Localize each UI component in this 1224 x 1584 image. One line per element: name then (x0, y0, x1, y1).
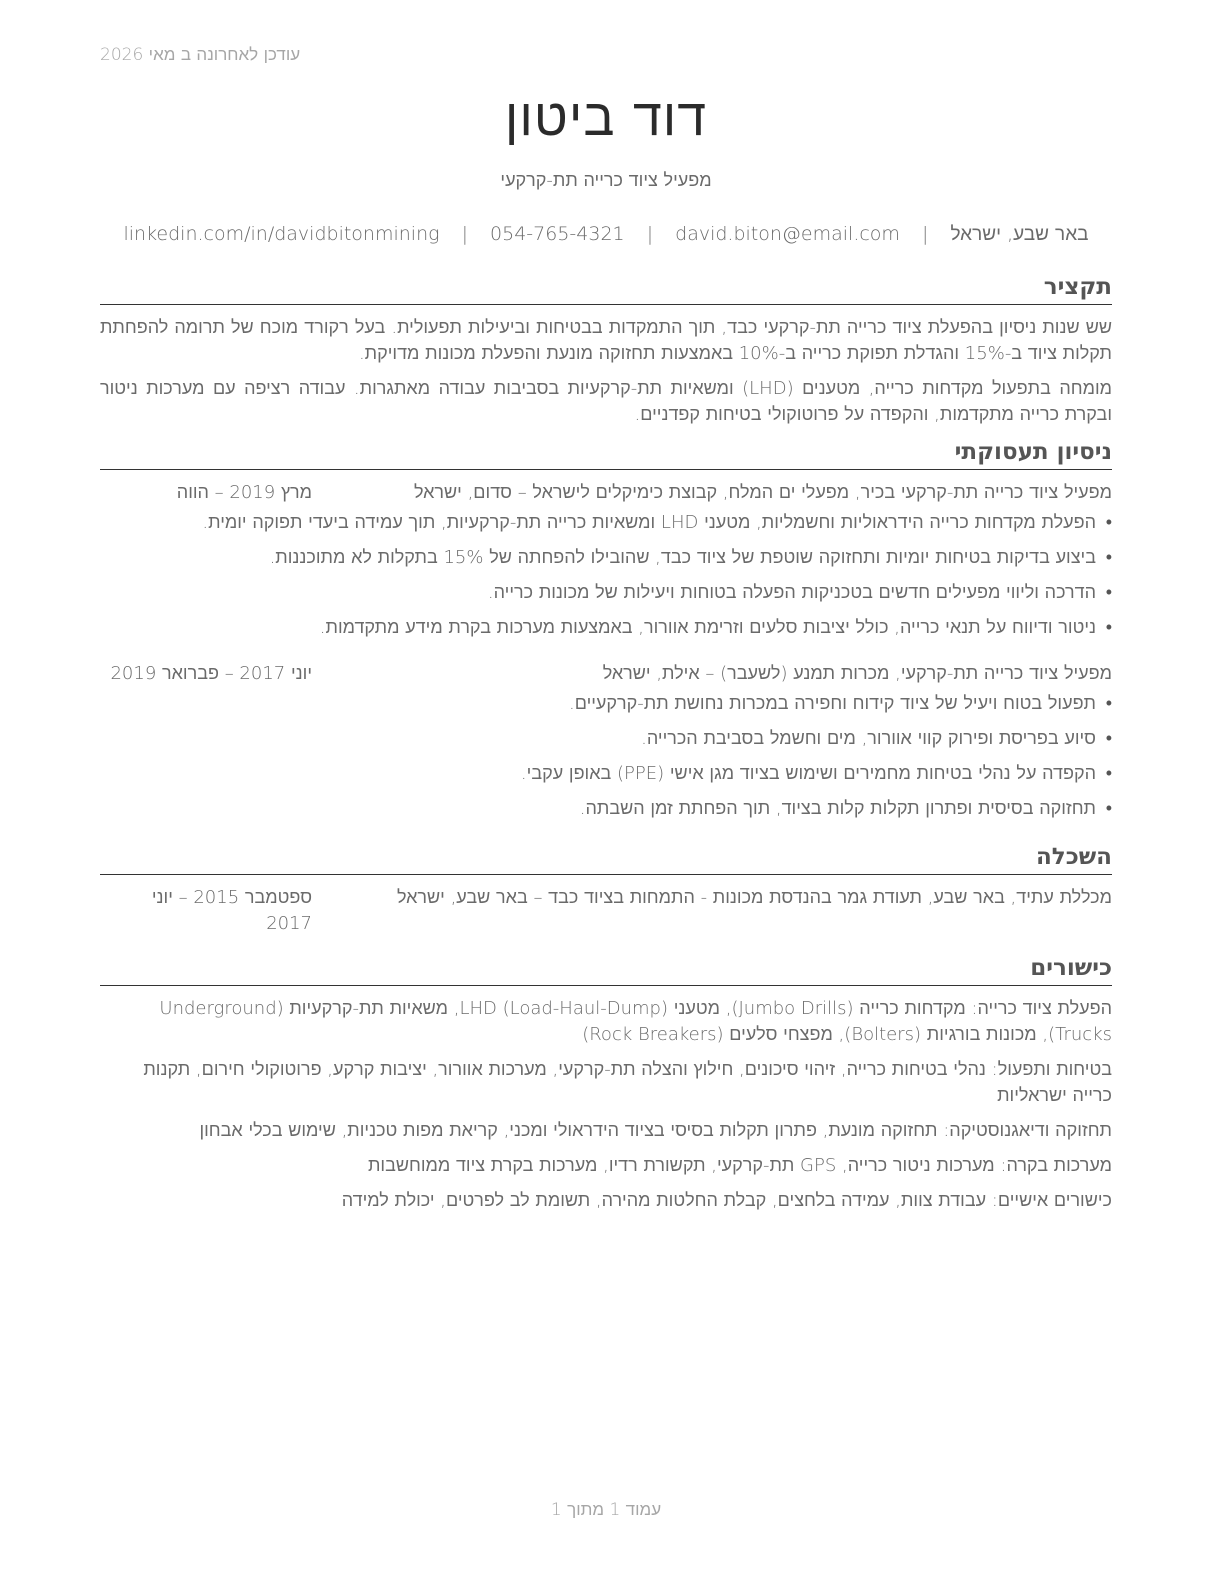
job-bullet: • הדרכה וליווי מפעילים חדשים בטכניקות הפעלה בטוחות ויעילות של מכונות כרייה. (100, 580, 1112, 606)
job-bullet: • הפעלת מקדחות כרייה הידראוליות וחשמליות, מטעני LHD ומשאיות כרייה תת-קרקעיות, תוך עמידה ביעדי תפוקה יומית. (100, 510, 1112, 536)
skill-line: מערכות בקרה: מערכות ניטור כרייה, GPS תת-קרקעי, תקשורת רדיו, מערכות בקרת ציוד ממוחשבות (367, 1155, 1112, 1176)
education-entry (100, 885, 1112, 937)
contact-separator: | (922, 223, 929, 245)
job-bullet: • הקפדה על נהלי בטיחות מחמירים ושימוש בציוד מגן אישי (PPE) באופן עקבי. (100, 761, 1112, 787)
job-bullet: • ניטור ודיווח על תנאי כרייה, כולל יציבות סלעים וזרימת אוורור, באמצעות מערכות בקרת מידע מתקדמות. (100, 615, 1112, 641)
job-header (100, 480, 1112, 506)
experience-section (100, 437, 1112, 822)
contact-location: באר שבע, ישראל (950, 223, 1089, 245)
contact-line (0, 223, 1212, 246)
candidate-title: מפעיל ציוד כרייה תת-קרקעי (500, 170, 712, 191)
candidate-name: דוד ביטון (504, 88, 708, 148)
job-dates: מרץ 2019 – הווה (176, 482, 312, 503)
skills-heading: כישורים (100, 953, 1112, 986)
skill-line: בטיחות ותפעול: נהלי בטיחות כרייה, זיהוי סיכונים, חילוץ והצלה תת-קרקעי, מערכות אוורור, יציבות קרקע, פרוטוקולי חירום, תקנות כרייה ישראליות (143, 1059, 1112, 1106)
page-number: עמוד 1 מתוך 1 (550, 1500, 662, 1520)
contact-separator: | (646, 223, 654, 245)
summary-paragraph: מומחה בתפעול מקדחות כרייה, מטענים (LHD) ומשאיות תת-קרקעיות בסביבות עבודה מאתגרות. עבודה רציפה עם מערכות ניטור ובקרת כרייה מתקדמות, והקפדה על פרוטוקולי בטיחות קפדניים. (100, 378, 1112, 425)
job-title: מפעיל ציוד כרייה תת-קרקעי, מכרות תמנע (לשעבר) – אילת, ישראל (602, 663, 1112, 684)
job-bullets (100, 691, 1112, 822)
skill-line: כישורים אישיים: עבודת צוות, עמידה בלחצים, קבלת החלטות מהירה, תשומת לב לפרטים, יכולת למידה (341, 1190, 1112, 1211)
job-header (100, 661, 1112, 687)
job-bullets (100, 510, 1112, 641)
contact-email[interactable]: david.biton@email.com (675, 223, 900, 245)
summary-heading: תקציר (100, 272, 1112, 305)
job-entry (100, 480, 1112, 641)
resume-content (100, 272, 1112, 1223)
experience-heading: ניסיון תעסוקתי (100, 437, 1112, 470)
job-entry (100, 661, 1112, 822)
job-bullet: • תפעול בטוח ויעיל של ציוד קידוח וחפירה במכרות נחושת תת-קרקעיים. (100, 691, 1112, 717)
job-bullet: • ביצוע בדיקות בטיחות יומיות ותחזוקה שוטפת של ציוד כבד, שהובילו להפחתה של 15% בתקלות לא מתוכננות. (100, 545, 1112, 571)
skills-section (100, 953, 1112, 1214)
job-title: מפעיל ציוד כרייה תת-קרקעי בכיר, מפעלי ים המלח, קבוצת כימיקלים לישראל – סדום, ישראל (413, 482, 1112, 503)
education-section (100, 842, 1112, 937)
contact-separator: | (461, 223, 468, 245)
job-bullet: • סיוע בפריסת ופירוק קווי אוורור, מים וחשמל בסביבת הכרייה. (100, 726, 1112, 752)
skill-line: תחזוקה ודיאגנוסטיקה: תחזוקה מונעת, פתרון תקלות בסיסי בציוד הידראולי ומכני, קריאת מפות טכניות, שימוש בכלי אבחון (199, 1120, 1112, 1141)
summary-section (100, 272, 1112, 428)
contact-linkedin[interactable]: linkedin.com/in/davidbitonmining (123, 223, 440, 245)
job-dates: יוני 2017 – פברואר 2019 (110, 663, 312, 684)
summary-paragraph: שש שנות ניסיון בהפעלת ציוד כרייה תת-קרקעי כבד, תוך התמקדות בבטיחות וביעילות תפעולית. בעל רקורד מוכח של תרומה להפחתת תקלות ציוד ב-15% והגדלת תפוקת כרייה ב-10% באמצעות תחזוקה מונעת והפעלת מכונות מדויקת. (100, 317, 1112, 364)
contact-phone[interactable]: 054-765-4321 (490, 223, 625, 245)
education-text: מכללת עתיד, באר שבע, תעודת גמר בהנדסת מכונות - התמחות בציוד כבד – באר שבע, ישראל (396, 887, 1112, 908)
skill-line: הפעלת ציוד כרייה: מקדחות כרייה (Jumbo Drills), מטעני LHD (Load-Haul-Dump), משאיות תת-קרקעיות (Underground Trucks), מכונות בורגיות (Bolters), מפצחי סלעים (Rock Breakers) (159, 998, 1112, 1045)
job-bullet: • תחזוקה בסיסית ופתרון תקלות קלות בציוד, תוך הפחתת זמן השבתה. (100, 796, 1112, 822)
education-heading: השכלה (100, 842, 1112, 875)
last-updated-note: עודכן לאחרונה ב מאי 2026 (100, 45, 301, 65)
education-dates: ספטמבר 2015 – יוני 2017 (151, 887, 312, 934)
